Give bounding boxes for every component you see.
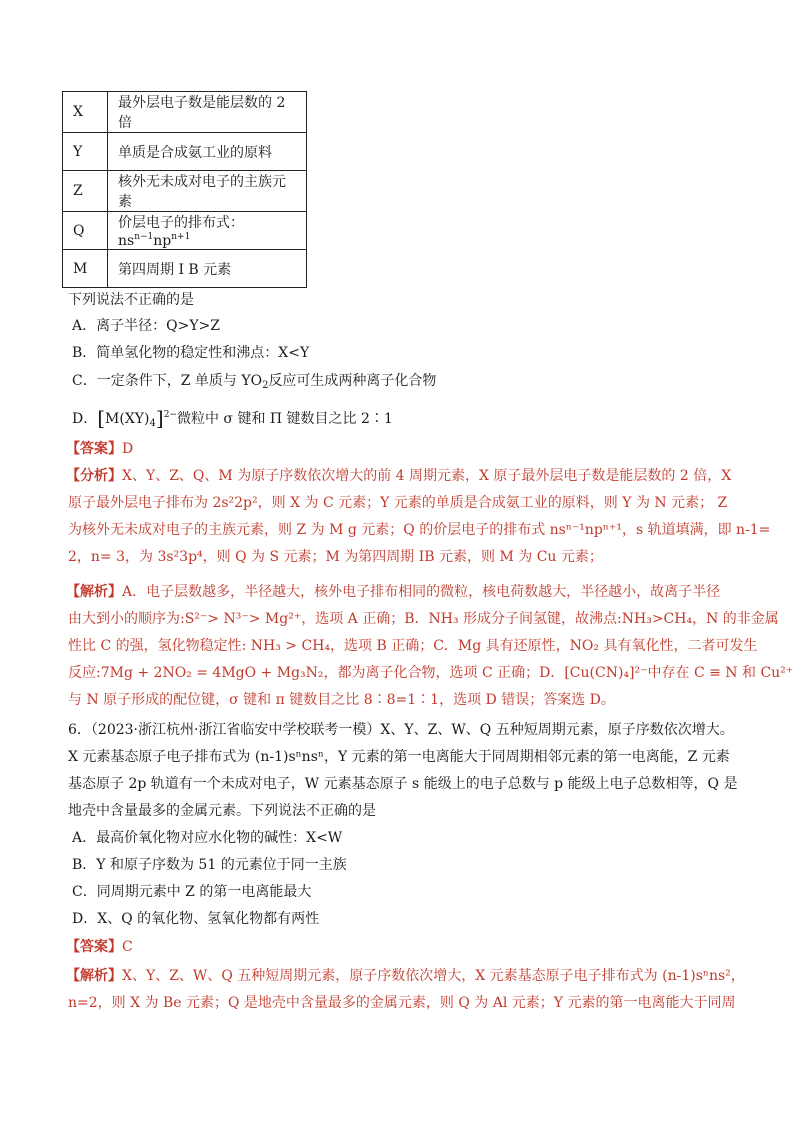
option-d: D．X、Q 的氧化物、氢氧化物都有两性 xyxy=(72,911,320,927)
table-row xyxy=(63,212,307,250)
bracket-close: ] xyxy=(155,406,164,430)
config-superscript: n+1 xyxy=(171,232,191,242)
option-text: 反应可生成两种离子化合物 xyxy=(268,373,437,389)
option-text: 微粒中 σ 键和 Π 键数目之比 2∶1 xyxy=(176,411,393,427)
table-cell-symbol: M xyxy=(63,250,108,288)
solution-line: 与 N 原子形成的配位键，σ 键和 π 键数目之比 8∶8=1∶1，选项 D 错误；答案选 D。 xyxy=(68,692,615,708)
config-superscript: n−1 xyxy=(134,232,154,242)
analysis-line: 2，n= 3，为 3s²3p⁴，则 Q 为 S 元素；M 为第四周期 IB 元素，则 M 为 Cu 元素； xyxy=(68,549,603,565)
question-6-line: X 元素基态原子电子排布式为 (n-1)sⁿnsⁿ，Y 元素的第一电离能大于同周期相邻元素的第一电离能，Z 元素 xyxy=(68,749,730,765)
solution-line: 由大到小的顺序为:S²⁻> N³⁻> Mg²⁺，选项 A 正确；B．NH₃ 形成分子间氢键，故沸点:NH₃>CH₄，N 的非金属 xyxy=(68,611,779,627)
bracket-open: [ xyxy=(97,406,106,430)
option-d xyxy=(72,405,393,434)
solution-line: n=2，则 X 为 Be 元素；Q 是地壳中含量最多的金属元素，则 Q 为 Al 元素；Y 元素的第一电离能大于同周 xyxy=(68,995,736,1011)
option-b: B．简单氢化物的稳定性和沸点：X<Y xyxy=(72,345,310,361)
solution-line xyxy=(66,582,720,602)
question-stem: 下列说法不正确的是 xyxy=(68,292,194,308)
table-cell-symbol: Q xyxy=(63,212,108,250)
subscript: 2 xyxy=(262,380,269,391)
table-cell-description: 核外无未成对电子的主族元素 xyxy=(108,171,307,212)
analysis-text: X、Y、Z、Q、M 为原子序数依次增大的前 4 周期元素，X 原子最外层电子数是能层数的 2 倍，X xyxy=(122,468,732,484)
superscript: 2− xyxy=(163,410,177,420)
table-cell-symbol: Z xyxy=(63,171,108,212)
table-cell-symbol: Y xyxy=(63,133,108,171)
option-text: C．一定条件下，Z 单质与 YO xyxy=(72,373,263,389)
table-row xyxy=(63,92,307,133)
table-cell-symbol: X xyxy=(63,92,108,133)
table-row xyxy=(63,171,307,212)
option-a: A．离子半径：Q>Y>Z xyxy=(72,318,221,334)
config-text: 价层电子的排布式：ns xyxy=(118,215,244,249)
answer-line xyxy=(66,937,133,957)
answer-line xyxy=(66,439,133,459)
question-6-line: 基态原子 2p 轨道有一个未成对电子，W 元素基态原子 s 能级上的电子总数与 p 能级上电子总数相等，Q 是 xyxy=(68,776,738,792)
answer-value: D xyxy=(122,441,134,457)
solution-line xyxy=(66,966,745,986)
option-b: B．Y 和原子序数为 51 的元素位于同一主族 xyxy=(72,857,347,873)
analysis-line: 原子最外层电子排布为 2s²2p²，则 X 为 C 元素；Y 元素的单质是合成氨工业的原料，则 Y 为 N 元素； Z xyxy=(68,495,728,511)
answer-tag: 【答案】 xyxy=(66,939,122,955)
analysis-line xyxy=(66,466,731,486)
answer-tag: 【答案】 xyxy=(66,441,122,457)
formula: M(XY) xyxy=(105,411,150,427)
subscript: 4 xyxy=(149,418,156,429)
table-cell-description: 最外层电子数是能层数的 2 倍 xyxy=(108,92,307,133)
option-text: D． xyxy=(72,411,98,427)
solution-line: 性比 C 的强，氢化物稳定性: NH₃ > CH₄，选项 B 正确；C．Mg 具有还原性，NO₂ 具有氧化性，二者可发生 xyxy=(68,638,758,654)
table-row xyxy=(63,133,307,171)
solution-text: X、Y、Z、W、Q 五种短周期元素，原子序数依次增大，X 元素基态原子电子排布式为 (n-1)sⁿns²， xyxy=(122,968,745,984)
analysis-tag: 【分析】 xyxy=(66,468,122,484)
solution-line: 反应:7Mg + 2NO₂ = 4MgO + Mg₃N₂，都为离子化合物，选项 C 正确；D．[Cu(CN)₄]²⁻中存在 C ≡ N 和 Cu²⁺ xyxy=(68,665,794,681)
answer-value: C xyxy=(122,939,133,955)
solution-tag: 【解析】 xyxy=(66,968,122,984)
table-cell-description xyxy=(108,212,307,250)
option-c xyxy=(72,371,436,396)
element-table xyxy=(62,91,307,288)
table-row xyxy=(63,250,307,288)
question-6-line: 6．（2023·浙江杭州·浙江省临安中学校联考一模）X、Y、Z、W、Q 五种短周期元素，原子序数依次增大。 xyxy=(68,722,734,738)
solution-tag: 【解析】 xyxy=(66,584,122,600)
solution-text: A．电子层数越多，半径越大，核外电子排布相同的微粒，核电荷数越大，半径越小，故离子半径 xyxy=(122,584,721,600)
table-cell-description: 单质是合成氨工业的原料 xyxy=(108,133,307,171)
config-text: np xyxy=(153,233,172,249)
analysis-line: 为核外无未成对电子的主族元素，则 Z 为 M g 元素；Q 的价层电子的排布式 nsⁿ⁻¹npⁿ⁺¹，s 轨道填满，即 n-1= xyxy=(68,522,771,538)
option-c: C．同周期元素中 Z 的第一电离能最大 xyxy=(72,884,312,900)
table-cell-description: 第四周期 I B 元素 xyxy=(108,250,307,288)
option-a: A．最高价氧化物对应水化物的碱性：X<W xyxy=(72,830,343,846)
question-6-line: 地壳中含量最多的金属元素。下列说法不正确的是 xyxy=(68,803,376,819)
